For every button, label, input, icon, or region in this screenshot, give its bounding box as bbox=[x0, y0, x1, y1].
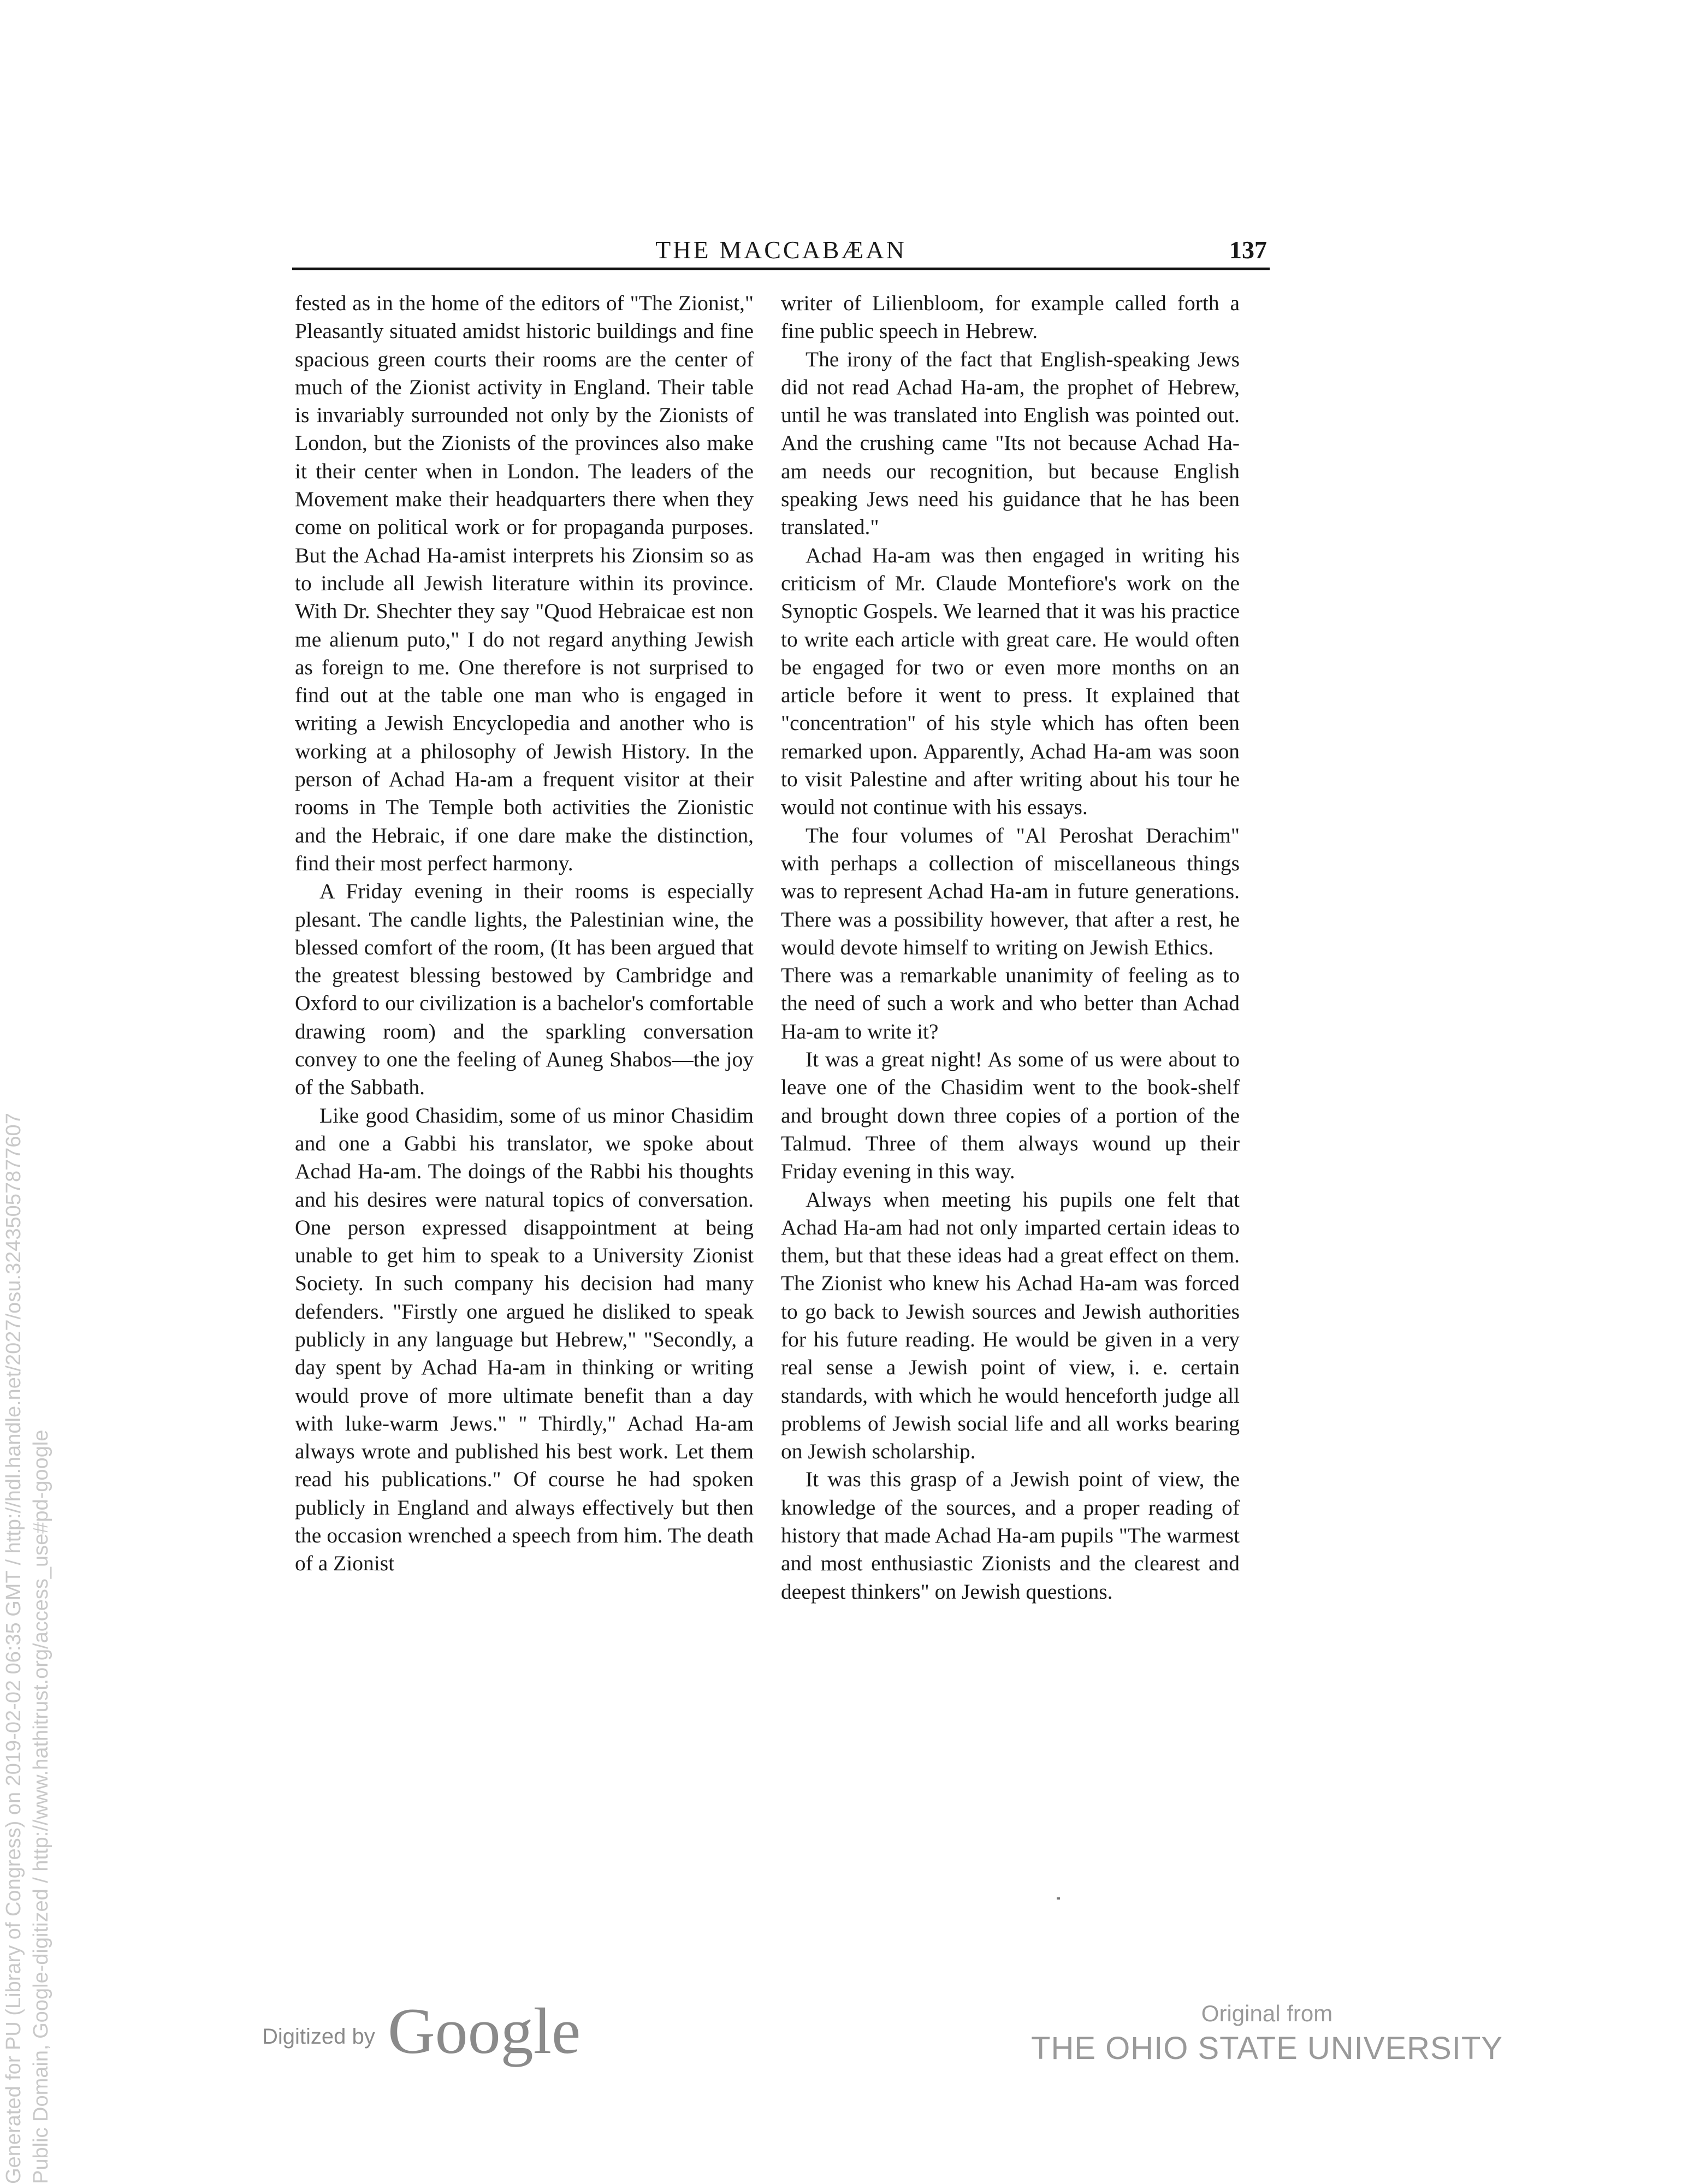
paragraph: Like good Chasidim, some of us minor Chasidim and one a Gabbi his translator, we spoke about Achad Ha-am. The doings of the Rabbi his thoughts and his desires were natural topics of conversation. One person expressed disappointment at being unable to get him to speak to a University Zionist Society. In such company his decision had many defenders. "Firstly one argued he disliked to speak publicly in any language but Hebrew," "Secondly, a day spent by Achad Ha-am in thinking or writing would prove of more ultimate benefit than a day with luke-warm Jews." " Thirdly," Achad Ha-am always wrote and published his best work. Let them read his publications." Of course he had spoken publicly in England and always effectively but then the occasion wrenched a speech from him. The death of a Zionist bbox=[295, 1103, 754, 1576]
original-from-label: Original from bbox=[1201, 2001, 1333, 2026]
google-logo: Google bbox=[388, 1995, 581, 2067]
paragraph: A Friday evening in their rooms is especially plesant. The candle lights, the Palestinian wine, the blessed comfort of the room, (It has been argued that the greatest blessing bestowed by Cambridge and Oxford to our civilization is a bachelor's comfortable drawing room) and the sparkling conversation convey to one the feeling of Auneg Shabos—the joy of the Sabbath. bbox=[295, 879, 754, 1100]
right-column bbox=[781, 289, 1240, 1606]
digitized-by-label: Digitized by bbox=[262, 2025, 375, 2049]
paragraph: Always when meeting his pupils one felt that Achad Ha-am had not only imparted certain ideas to them, but that these ideas had a great effect on them. The Zionist who knew his Achad Ha-am was forced to go back to Jewish sources and Jewish authorities for his future reading. He would be given in a very real sense a Jewish point of view, i. e. certain standards, with which he would henceforth judge all problems of Jewish social life and all works bearing on Jewish scholarship. bbox=[781, 1187, 1240, 1464]
journal-title: THE MACCABÆAN bbox=[655, 236, 907, 264]
institution-name: THE OHIO STATE UNIVERSITY bbox=[1031, 2031, 1503, 2066]
paragraph: It was a great night! As some of us were about to leave one of the Chasidim went to the book-shelf and brought down three copies of a portion of the Talmud. Three of them always wound up their Friday evening in this way. bbox=[781, 1047, 1240, 1184]
running-head bbox=[295, 234, 1267, 272]
watermark-line: Generated for PU (Library of Congress) on 2019-02-02 06:35 GMT / http://hdl.handle.net/2027/osu.32435057877607 bbox=[2, 1113, 25, 2184]
paragraph: The irony of the fact that English-speaking Jews did not read Achad Ha-am, the prophet of Hebrew, until he was translated into English was pointed out. And the crushing came "Its not because Achad Ha-am needs our recognition, but because English speaking Jews need his guidance that he has been translated." bbox=[781, 347, 1240, 539]
digitized-by-google bbox=[262, 1993, 590, 2069]
paragraph: The four volumes of "Al Peroshat Derachim" with perhaps a collection of miscellaneous things was to represent Achad Ha-am in future generations. There was a possibility however, that after a rest, he would devote himself to writing on Jewish Ethics. bbox=[781, 823, 1240, 959]
header-rule bbox=[292, 268, 1270, 270]
print-speck bbox=[1057, 1897, 1060, 1900]
paragraph: It was this grasp of a Jewish point of view, the knowledge of the sources, and a proper reading of history that made Achad Ha-am pupils "The warmest and most enthusiastic Zionists and the clearest and deepest thinkers" on Jewish questions. bbox=[781, 1467, 1240, 1604]
paragraph: fested as in the home of the editors of "The Zionist," Pleasantly situated amidst historic buildings and fine spacious green courts their rooms are the center of much of the Zionist activity in England. Their table is invariably surrounded not only by the Zionists of London, but the Zionists of the provinces also make it their center when in London. The leaders of the Movement make their headquarters there when they come on political work or for propaganda purposes. But the Achad Ha-amist interprets his Zionsim so as to include all Jewish literature within its province. With Dr. Shechter they say "Quod Hebraicae est non me alienum puto," I do not regard anything Jewish as foreign to me. One therefore is not surprised to find out at the table one man who is engaged in writing a Jewish Encyclopedia and another who is working at a philosophy of Jewish History. In the person of Achad Ha-am a frequent visitor at their rooms in The Temple both activities the Zionistic and the Hebraic, if one dare make the distinction, find their most perfect harmony. bbox=[295, 291, 754, 875]
page-number: 137 bbox=[1229, 236, 1267, 264]
hathitrust-watermark bbox=[0, 846, 55, 2184]
watermark-line: Public Domain, Google-digitized / http://www.hathitrust.org/access_use#pd-google bbox=[29, 1429, 52, 2184]
paragraph: Achad Ha-am was then engaged in writing his criticism of Mr. Claude Montefiore's work on the Synoptic Gospels. We learned that it was his practice to write each article with great care. He would often be engaged for two or even more months on an article before it went to press. It explained that "concentration" of his style which has often been remarked upon. Apparently, Achad Ha-am was soon to visit Palestine and after writing about his tour he would not continue with his essays. bbox=[781, 543, 1240, 820]
original-from-block bbox=[1027, 1998, 1507, 2068]
paragraph: writer of Lilienbloom, for example called forth a fine public speech in Hebrew. bbox=[781, 291, 1240, 343]
left-column bbox=[295, 289, 754, 1578]
paragraph: There was a remarkable unanimity of feeling as to the need of such a work and who better than Achad Ha-am to write it? bbox=[781, 963, 1240, 1043]
